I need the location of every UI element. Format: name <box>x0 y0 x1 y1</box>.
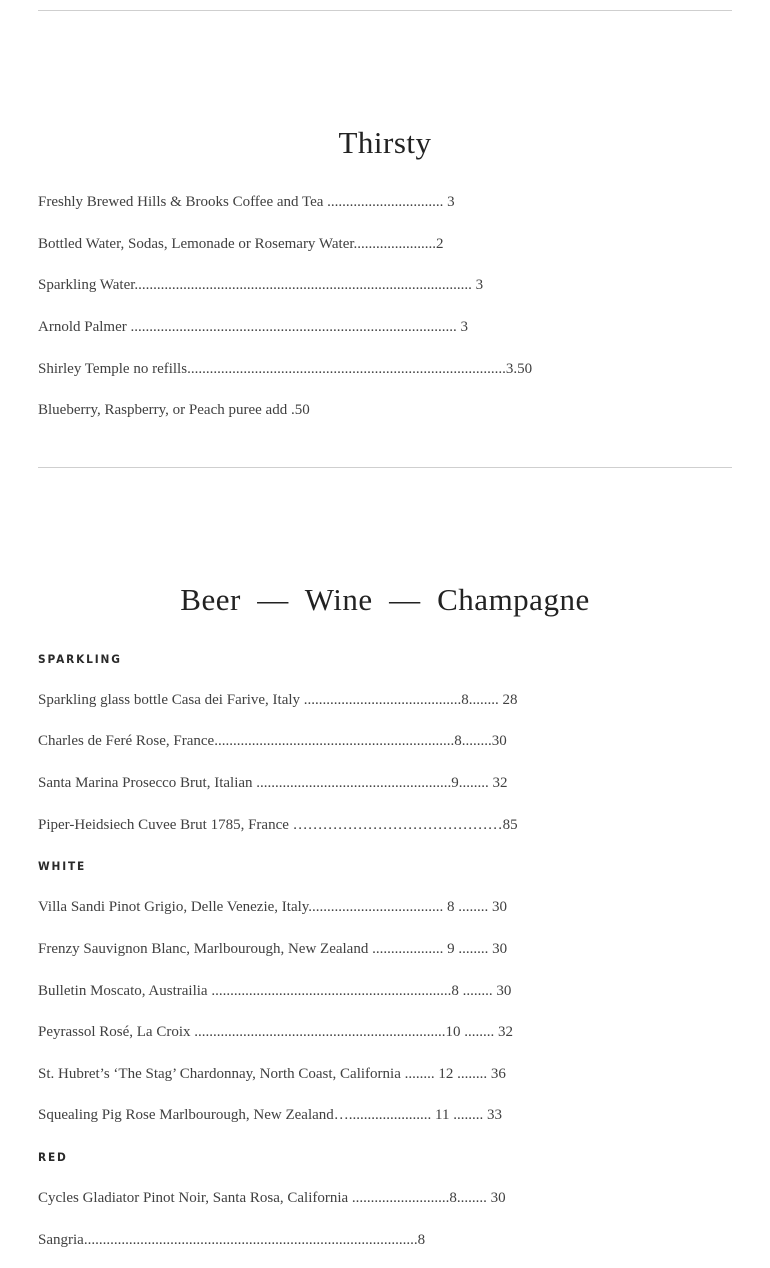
white-item-villa-sandi: Villa Sandi Pinot Grigio, Delle Venezie, Italy.................................... 8 ........ 30 <box>38 899 508 915</box>
category-sparkling: SPARKLING <box>38 652 122 666</box>
sparkling-item-charles-de-fere: Charles de Feré Rose, France................................................................8........30 <box>38 733 507 749</box>
category-red: RED <box>38 1150 68 1164</box>
category-white: WHITE <box>38 859 87 873</box>
section-divider <box>38 467 732 468</box>
thirsty-item-arnold-palmer: Arnold Palmer ....................................................................................... 3 <box>38 319 468 335</box>
white-item-squealing-pig: Squealing Pig Rose Marlbourough, New Zealand…...................... 11 ........ 33 <box>38 1107 502 1123</box>
white-item-bulletin-moscato: Bulletin Moscato, Austrailia ................................................................8 ........ 30 <box>38 983 512 999</box>
sparkling-item-piper-heidsiech: Piper-Heidsiech Cuvee Brut 1785, France ……………………………………85 <box>38 817 518 833</box>
white-item-frenzy: Frenzy Sauvignon Blanc, Marlbourough, New Zealand ................... 9 ........ 30 <box>38 941 508 957</box>
red-item-sangria: Sangria.........................................................................................8 <box>38 1232 426 1248</box>
thirsty-item-puree-addon: Blueberry, Raspberry, or Peach puree add .50 <box>38 402 310 418</box>
thirsty-item-shirley-temple: Shirley Temple no refills.....................................................................................3.50 <box>38 361 533 377</box>
thirsty-item-coffee: Freshly Brewed Hills & Brooks Coffee and Tea ............................... 3 <box>38 194 455 210</box>
white-item-st-hubrets: St. Hubret’s ‘The Stag’ Chardonnay, North Coast, California ........ 12 ........ 36 <box>38 1066 506 1082</box>
wine-heading: Beer — Wine — Champagne <box>180 582 590 617</box>
thirsty-heading: Thirsty <box>338 125 432 160</box>
red-item-cycles-gladiator: Cycles Gladiator Pinot Noir, Santa Rosa, California ..........................8........ 30 <box>38 1190 506 1206</box>
sparkling-item-santa-marina: Santa Marina Prosecco Brut, Italian ....................................................9........ 32 <box>38 775 508 791</box>
sparkling-item-casa-dei-farive: Sparkling glass bottle Casa dei Farive, Italy ..........................................8........ 28 <box>38 692 518 708</box>
thirsty-item-sparkling-water: Sparkling Water.......................................................................................... 3 <box>38 277 484 293</box>
white-item-peyrassol: Peyrassol Rosé, La Croix ...................................................................10 ........ 32 <box>38 1024 513 1040</box>
thirsty-item-bottled-water: Bottled Water, Sodas, Lemonade or Rosemary Water......................2 <box>38 236 444 252</box>
top-divider <box>38 10 732 11</box>
